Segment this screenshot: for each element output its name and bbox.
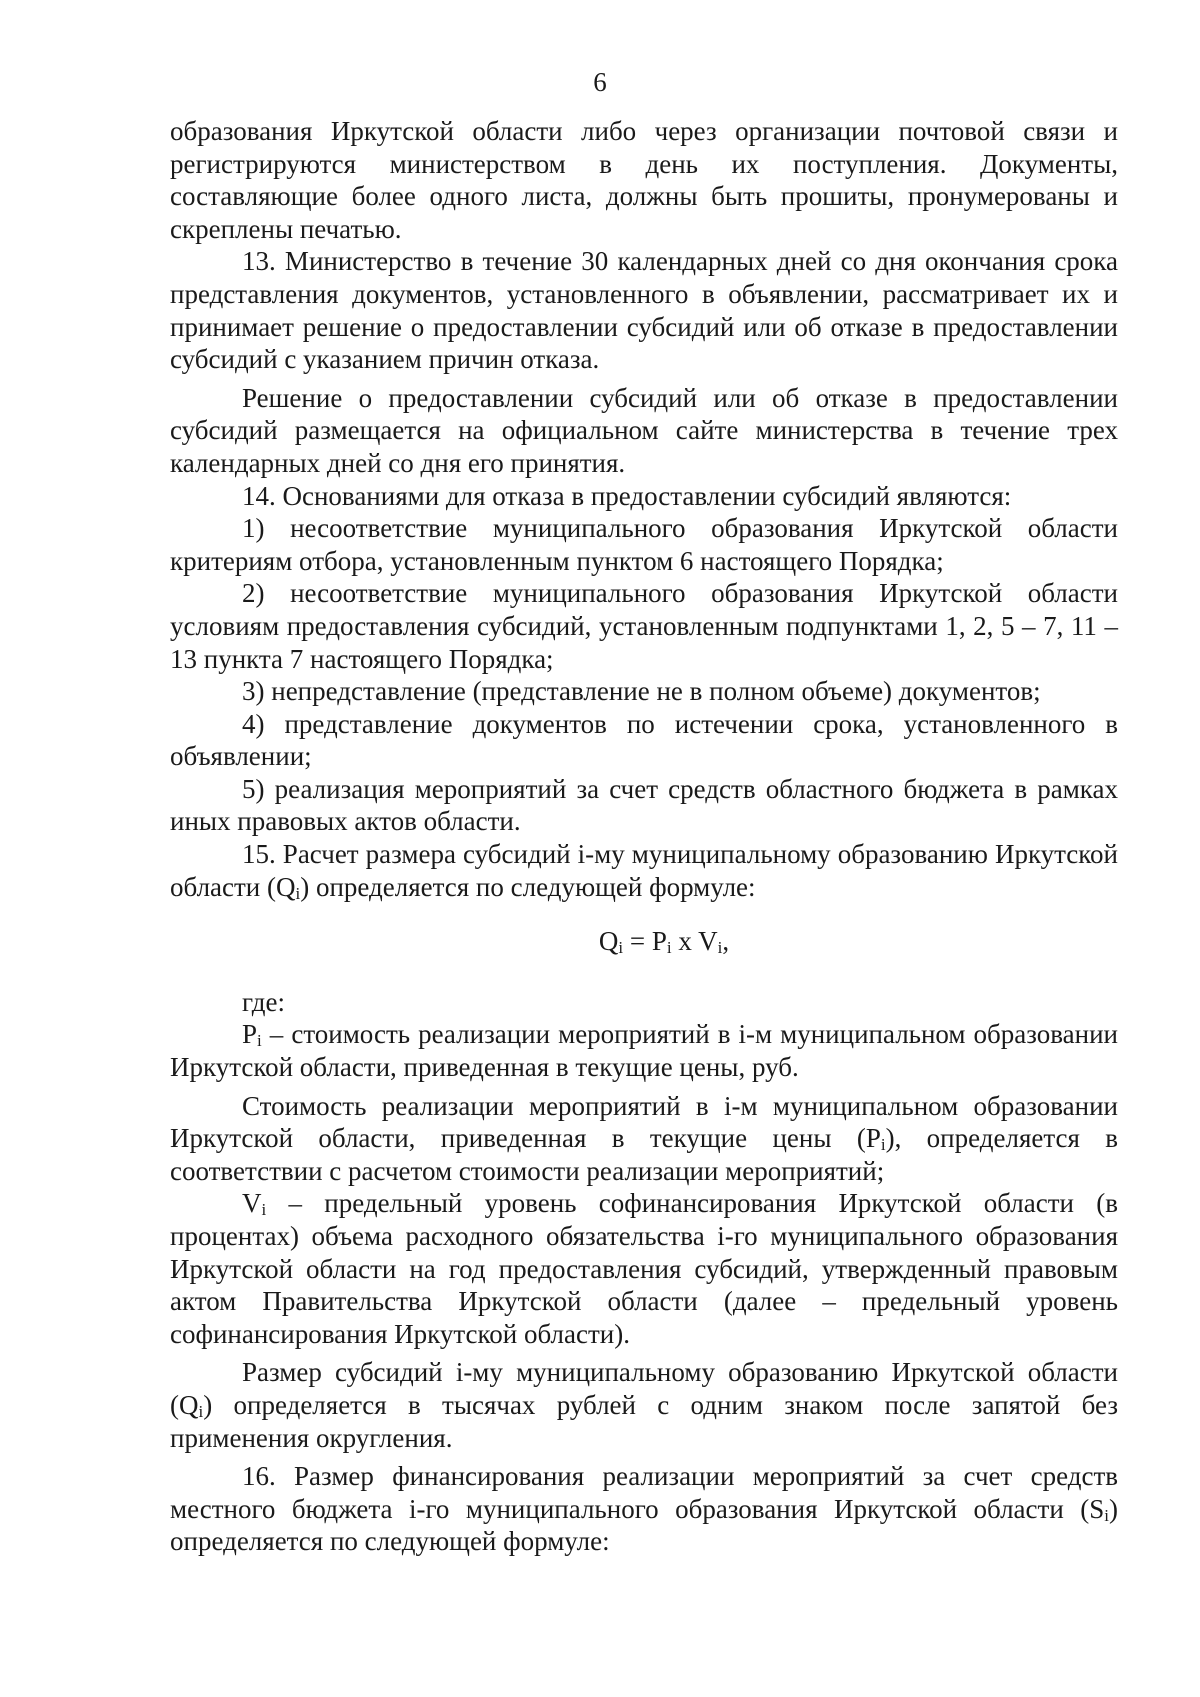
formula-q (170, 925, 1118, 958)
paragraph-15-text: 15. Расчет размера субсидий i-му муниципальному образованию Иркутской области (Q (170, 839, 1118, 902)
definition-v-text: – предельный уровень софинансирования Иркутской области (в процентах) объема расходного обязательства i-го муниципального образования Иркутской области на год предоставления субсидий, утвержденный правовым актом Правительства Иркутской области (далее – предельный уровень софинансирования Иркутской области). (170, 1188, 1118, 1349)
formula-times-v: x V (671, 926, 718, 957)
formula-p-subscript: i (666, 938, 672, 958)
cost-text-tail: ), определяется в соответствии с расчетом стоимости реализации мероприятий; (170, 1123, 1118, 1186)
cost-text: Стоимость реализации мероприятий в i-м муниципальном образовании Иркутской области, приведенная в текущие цены (P (170, 1090, 1118, 1154)
subsidy-size-tail: ) определяется в тысячах рублей с одним знаком после запятой без применения округления. (170, 1389, 1118, 1453)
subscript-i: i (295, 883, 301, 903)
paragraph-16-tail: ) определяется по следующей формуле: (170, 1493, 1118, 1557)
page-number: 6 (593, 67, 607, 97)
paragraph-15-tail: ) определяется по следующей формуле: (300, 871, 756, 902)
formula-equals-p: = P (623, 926, 667, 957)
subsidy-size-text: Размер субсидий i-му муниципальному образованию Иркутской области (Q (170, 1357, 1118, 1420)
definition-v-symbol: V (242, 1188, 262, 1219)
formula-end: , (722, 926, 730, 957)
paragraph-decision-publication: Решение о предоставлении субсидий или об отказе в предоставлении субсидий размещается на официальном сайте министерства в течение трех календарных дней со дня его принятия. (170, 382, 1118, 478)
subscript-i: i (880, 1135, 886, 1155)
paragraph-14: 14. Основаниями для отказа в предоставлении субсидий являются: (242, 480, 1012, 511)
subscript-i: i (261, 1200, 267, 1220)
formula-q-subscript: i (618, 938, 624, 958)
paragraph-16-text: 16. Размер финансирования реализации мероприятий за счет средств местного бюджета i-го муниципального образования Иркутской области (S (170, 1461, 1118, 1524)
paragraph-16 (170, 1460, 1118, 1558)
paragraph-13: 13. Министерство в течение 30 календарных дней со дня окончания срока представления документов, установленного в объявлении, рассматривает их и принимает решение о предоставлении субсидий или об отказе в предоставлении субсидий с указанием причин отказа. (170, 246, 1118, 375)
definition-p-text: – стоимость реализации мероприятий в i-м муниципальном образовании Иркутской области, приведенная в текущие цены, руб. (170, 1019, 1118, 1083)
where-label: где: (242, 986, 285, 1017)
formula-v-subscript: i (717, 938, 723, 958)
paragraph-15 (170, 838, 1118, 903)
list-item-14-2: 2) несоответствие муниципального образования Иркутской области условиям предоставления субсидий, установленным подпунктами 1, 2, 5 – 7, 11 – 13 пункта 7 настоящего Порядка; (170, 578, 1118, 674)
list-item-14-4: 4) представление документов по истечении срока, установленного в объявлении; (170, 708, 1118, 772)
paragraph-subsidy-size (170, 1356, 1118, 1454)
list-item-14-5: 5) реализация мероприятий за счет средств областного бюджета в рамках иных правовых актов области. (170, 773, 1118, 837)
subscript-i: i (257, 1031, 262, 1051)
definition-p-symbol: P (242, 1019, 258, 1050)
definition-v (170, 1187, 1118, 1350)
paragraph-cost-determination (170, 1090, 1118, 1188)
subscript-i: i (1104, 1505, 1109, 1525)
paragraph-continuation: образования Иркутской области либо через организации почтовой связи и регистрируются министерством в день их поступления. Документы, составляющие более одного листа, должны быть прошиты, пронумерованы и скреплены печатью. (170, 116, 1118, 244)
list-item-14-1: 1) несоответствие муниципального образования Иркутской области критериям отбора, установленным пунктом 6 настоящего Порядка; (170, 513, 1118, 576)
document-body (170, 115, 1118, 1558)
definition-p (170, 1018, 1118, 1083)
formula-q-symbol: Q (598, 926, 619, 957)
subscript-i: i (198, 1401, 204, 1421)
list-item-14-3: 3) непредставление (представление не в полном объеме) документов; (242, 676, 1041, 707)
